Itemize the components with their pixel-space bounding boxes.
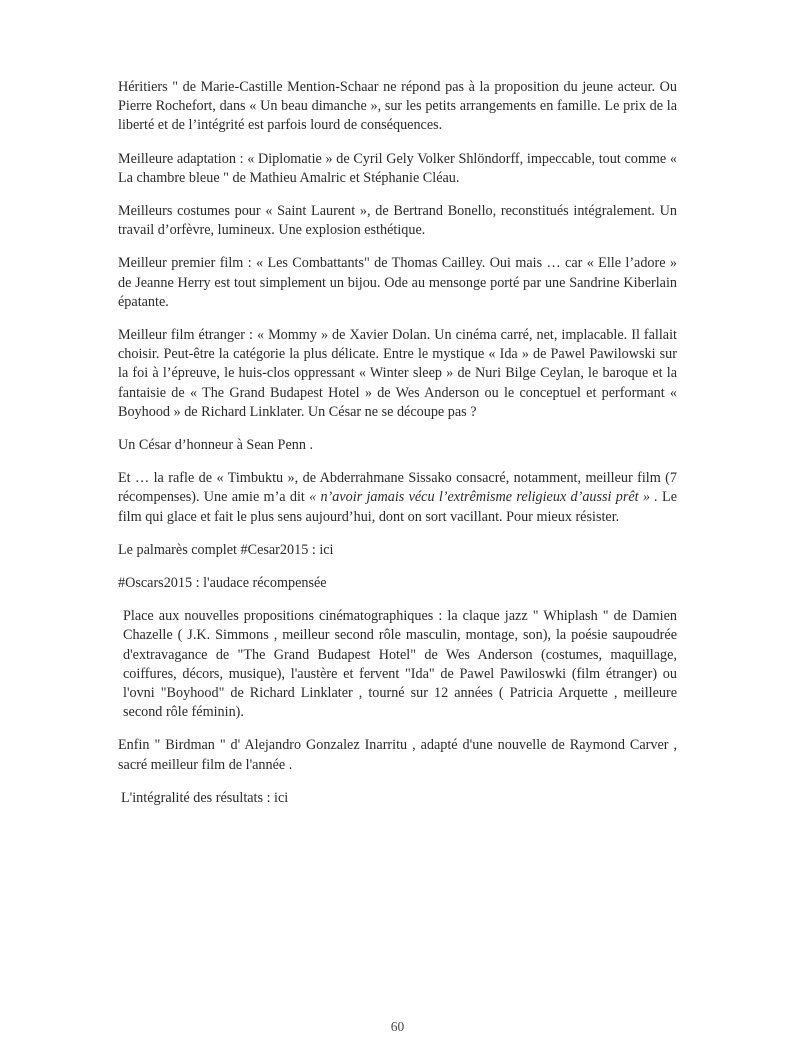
paragraph-best-costumes: Meilleurs costumes pour « Saint Laurent », de Bertrand Bonello, reconstitués intégralement. Un travail d’orfèvre, lumineux. Une explosion esthétique. <box>118 203 677 239</box>
paragraph-timbuktu <box>118 469 677 527</box>
paragraph-honorary-cesar: Un César d’honneur à Sean Penn . <box>118 437 314 454</box>
paragraph-oscars-heading: #Oscars2015 : l'audace récompensée <box>118 575 327 592</box>
paragraph-cesar-results-link: Le palmarès complet #Cesar2015 : ici <box>118 541 334 558</box>
timbuktu-text-end: Le film qui glace et fait le plus sens aujourd’hui, dont on sort vacillant. Pour mieux résister. <box>118 489 677 525</box>
paragraph-best-first-film: Meilleur premier film : « Les Combattants" de Thomas Cailley. Oui mais … car « Elle l’adore » de Jeanne Herry est tout simplement un bijou. Ode au mensonge porté par une Sandrine Kiberlain épatante. <box>118 255 677 310</box>
document-body <box>118 78 677 822</box>
paragraph-oscars-winners: Place aux nouvelles propositions cinématographiques : la claque jazz " Whiplash " de Damien Chazelle ( J.K. Simmons , meilleur second rôle masculin, montage, son), la poésie saupoudrée d'extravagance de "The Grand Budapest Hotel" de Wes Anderson (costumes, maquillage, coiffures, décors, musique), l'austère et fervent "Ida" de Pawel Pawiloswki (film étranger) ou l'ovni "Boyhood" de Richard Linklater , tourné sur 12 années ( Patricia Arquette , meilleure second rôle féminin). <box>123 608 677 721</box>
paragraph-birdman: Enfin " Birdman " d' Alejandro Gonzalez Inarritu , adapté d'une nouvelle de Raymond Carver , sacré meilleur film de l'année . <box>118 737 677 773</box>
paragraph-best-adaptation: Meilleure adaptation : « Diplomatie » de Cyril Gely Volker Shlöndorff, impeccable, tout comme « La chambre bleue " de Mathieu Amalric et Stéphanie Cléau. <box>118 150 677 186</box>
paragraph-oscars-results-link: L'intégralité des résultats : ici <box>121 789 289 806</box>
paragraph-heritiers: Héritiers " de Marie-Castille Mention-Schaar ne répond pas à la proposition du jeune acteur. Ou Pierre Rochefort, dans « Un beau dimanche », sur les petits arrangements en famille. Le prix de la liberté et de l’intégrité est parfois lourd de conséquences. <box>118 79 677 134</box>
timbuktu-quote: « n’avoir jamais vécu l’extrêmisme religieux d’aussi prêt » . <box>309 489 658 506</box>
paragraph-best-foreign-film: Meilleur film étranger : « Mommy » de Xavier Dolan. Un cinéma carré, net, implacable. Il fallait choisir. Peut-être la catégorie la plus délicate. Entre le mystique « Ida » de Pawel Pawilowski sur la foi à l’épreuve, le huis-clos oppressant « Winter sleep » de Nuri Bilge Ceylan, le baroque et la fantaisie de « The Grand Budapest Hotel » de Wes Anderson ou le conceptuel et performant « Boyhood » de Richard Linklater. Un César ne se découpe pas ? <box>118 327 677 420</box>
page-number: 60 <box>390 1019 405 1034</box>
timbuktu-text-start: Et … la rafle de « Timbuktu », de Abderrahmane Sissako consacré, notamment, meilleur film (7 récompenses). Une amie m’a dit <box>118 470 677 506</box>
